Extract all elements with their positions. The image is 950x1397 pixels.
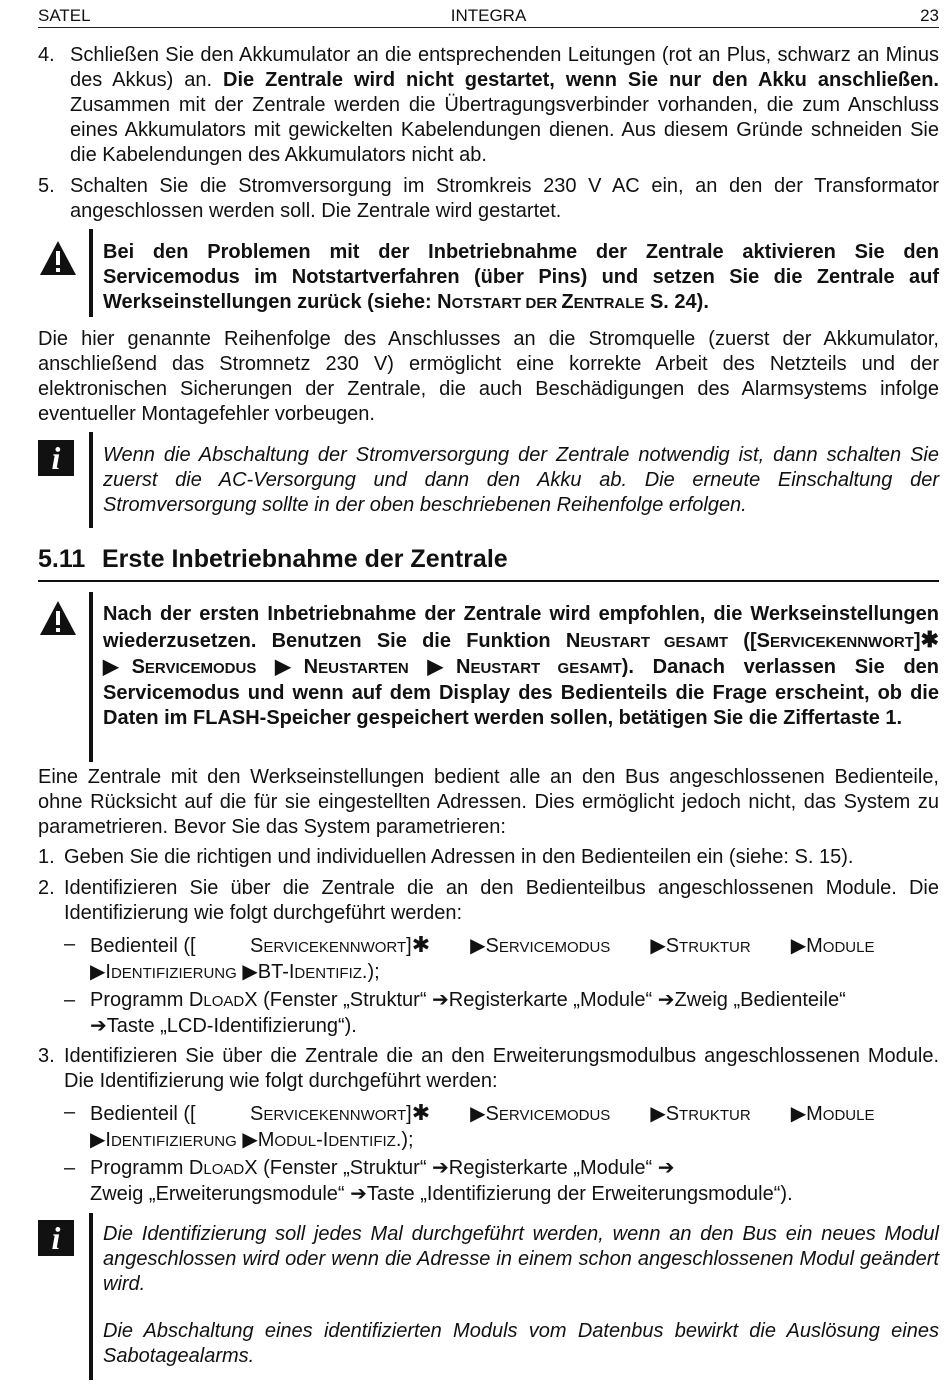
warning-note bbox=[38, 592, 939, 762]
list-item: Identifizieren Sie über die Zentrale die an den Erweiterungsmodulbus angeschlossenen Module. Die Identifizierung wie folgt durchgeführt werden: bbox=[64, 1045, 939, 1092]
list-number: 2. bbox=[38, 877, 55, 899]
right-arrow-icon: ➔ bbox=[90, 1015, 107, 1037]
list-item: Geben Sie die richtigen und individuellen Adressen in den Bedienteilen ein (siehe: S. 15). bbox=[64, 846, 854, 868]
play-triangle-icon: ▶ bbox=[242, 1129, 258, 1151]
page-header bbox=[38, 5, 939, 28]
right-arrow-icon: ➔ bbox=[432, 1157, 449, 1179]
dash-bullet: – bbox=[64, 1157, 76, 1179]
sub-list-item: Programm DLOADX (Fenster „Struktur“ ➔Registerkarte „Module“ ➔ Zweig „Erweiterungsmodule“ ➔Taste „Identifizierung der Erweiterungsmodule“). bbox=[90, 1157, 793, 1205]
sub-list-item: Programm DLOADX (Fenster „Struktur“ ➔Registerkarte „Module“ ➔Zweig „Bedienteile“ ➔Taste „LCD-Identifizierung“). bbox=[90, 989, 846, 1037]
sub-list-item: Bedienteil ([ SERVICEKENNWORT]✱ ▶SERVICEMODUS ▶STRUKTUR ▶MODULE ▶IDENTIFIZIERUNG ▶BT-IDENTIFIZ.); bbox=[90, 932, 875, 983]
list-item: Identifizieren Sie über die Zentrale die an den Bedienteilbus angeschlossenen Module. Die Identifizierung wie folgt durchgeführt werden: bbox=[64, 877, 939, 924]
body-paragraph: Die hier genannte Reihenfolge des Anschlusses an die Stromquelle (zuerst der Akkumulator, anschließend das Stromnetz 230 V) ermöglicht eine korrekte Arbeit des Netzteils und der elektronischen Sicherungen der Zentrale, die auch Beschädigungen des Alarmsystems infolge eventueller Montagefehler vorbeugen. bbox=[38, 328, 939, 425]
step-number: 5. bbox=[38, 175, 55, 197]
warning-triangle-icon bbox=[38, 239, 78, 279]
info-text: Die Identifizierung soll jedes Mal durchgeführt werden, wenn an den Bus ein neues Modul angeschlossen wird oder wenn die Adresse in einem schon angeschlossenen Modul geändert wird. bbox=[103, 1223, 939, 1295]
play-triangle-icon: ▶ bbox=[470, 935, 486, 957]
header-product: INTEGRA bbox=[450, 6, 527, 25]
play-triangle-icon: ▶ bbox=[790, 935, 807, 957]
step-4-text: Schließen Sie den Akkumulator an die entsprechenden Leitungen (rot an Plus, schwarz an Minus des Akkus) an. Die Zentrale wird nicht gestartet, wenn Sie nur den Akku anschließen. Zusammen mit der Zentrale werden die Übertragungsverbinder vorhanden, die zum Anschluss eines Akkumulators mit gewickelten Kabelendungen dienen. Aus diesem Gründe schneiden Sie die Kabelendungen des Akkumulators nicht ab. bbox=[70, 44, 939, 166]
asterisk-icon: ✱ bbox=[411, 1100, 431, 1125]
header-brand: SATEL bbox=[38, 6, 91, 25]
info-icon: i bbox=[38, 1220, 74, 1256]
list-number: 3. bbox=[38, 1045, 55, 1067]
step-4-bold-note: Die Zentrale wird nicht gestartet, wenn Sie nur den Akku anschließen. bbox=[223, 69, 939, 91]
play-triangle-icon: ▶ bbox=[790, 1103, 807, 1125]
asterisk-icon: ✱ bbox=[411, 932, 431, 957]
play-triangle-icon: ▶ bbox=[90, 961, 106, 983]
step-number: 4. bbox=[38, 44, 55, 66]
right-arrow-icon: ➔ bbox=[657, 989, 675, 1011]
right-arrow-icon: ➔ bbox=[657, 1157, 675, 1179]
info-text: Die Abschaltung eines identifizierten Moduls vom Datenbus bewirkt die Auslösung eines Sabotagealarms. bbox=[103, 1320, 939, 1367]
info-note bbox=[38, 1213, 939, 1380]
sub-list-item: Bedienteil ([ SERVICEKENNWORT]✱ ▶SERVICEMODUS ▶STRUKTUR ▶MODULE ▶IDENTIFIZIERUNG ▶MODUL-IDENTIFIZ.); bbox=[90, 1100, 875, 1151]
right-arrow-icon: ➔ bbox=[350, 1183, 367, 1205]
section-heading bbox=[38, 544, 939, 582]
play-triangle-icon: ▶ bbox=[90, 1129, 106, 1151]
play-triangle-icon: ▶ bbox=[103, 656, 132, 678]
warning-note bbox=[38, 229, 939, 317]
section-title: Erste Inbetriebnahme der Zentrale bbox=[102, 545, 508, 573]
warning-text: Nach der ersten Inbetriebnahme der Zentrale wird empfohlen, die Werkseinstellungen wiederzusetzen. Benutzen Sie die Funktion NEUSTART GESAMT ([SERVICEKENNWORT]✱ ▶SERVICEMODUS ▶NEUSTARTEN ▶NEUSTART GESAMT). Danach verlassen Sie den Servicemodus und wenn auf dem Display des Bedienteils die Frage erscheint, ob die Daten im FLASH-Speicher gespeichert werden sollen, betätigen Sie die Ziffertaste 1. bbox=[103, 603, 940, 729]
info-note bbox=[38, 432, 939, 528]
step-5-text: Schalten Sie die Stromversorgung im Stromkreis 230 V AC ein, an den der Transformator angeschlossen werden soll. Die Zentrale wird gestartet. bbox=[70, 175, 939, 222]
page-number: 23 bbox=[920, 6, 939, 25]
asterisk-icon: ✱ bbox=[920, 627, 939, 652]
list-number: 1. bbox=[38, 846, 55, 868]
section-number: 5.11 bbox=[38, 545, 86, 573]
play-triangle-icon: ▶ bbox=[650, 1103, 666, 1125]
warning-triangle-icon bbox=[38, 599, 78, 639]
play-triangle-icon: ▶ bbox=[427, 656, 457, 678]
dash-bullet: – bbox=[64, 1101, 76, 1123]
info-icon: i bbox=[38, 440, 74, 476]
play-triangle-icon: ▶ bbox=[242, 961, 258, 983]
play-triangle-icon: ▶ bbox=[275, 656, 304, 678]
right-arrow-icon: ➔ bbox=[432, 989, 449, 1011]
dash-bullet: – bbox=[64, 933, 76, 955]
dash-bullet: – bbox=[64, 989, 76, 1011]
body-paragraph: Eine Zentrale mit den Werkseinstellungen bedient alle an den Bus angeschlossenen Bedienteile, ohne Rücksicht auf die für sie eingestellten Adressen. Dies ermöglicht jedoch nicht, das System zu parametrieren. Bevor Sie das System parametrieren: bbox=[38, 766, 939, 838]
play-triangle-icon: ▶ bbox=[650, 935, 666, 957]
play-triangle-icon: ▶ bbox=[470, 1103, 486, 1125]
warning-text: Bei den Problemen mit der Inbetriebnahme der Zentrale aktivieren Sie den Servicemodus im Notstartverfahren (über Pins) und setzen Sie die Zentrale auf Werkseinstellungen zurück (siehe: NOTSTART DER ZENTRALE S. 24). bbox=[103, 241, 939, 313]
info-text: Wenn die Abschaltung der Stromversorgung der Zentrale notwendig ist, dann schalten Sie zuerst die AC-Versorgung und dann den Akku ab. Die erneute Einschaltung der Stromversorgung sollte in der oben beschriebenen Reihenfolge erfolgen. bbox=[103, 444, 939, 516]
